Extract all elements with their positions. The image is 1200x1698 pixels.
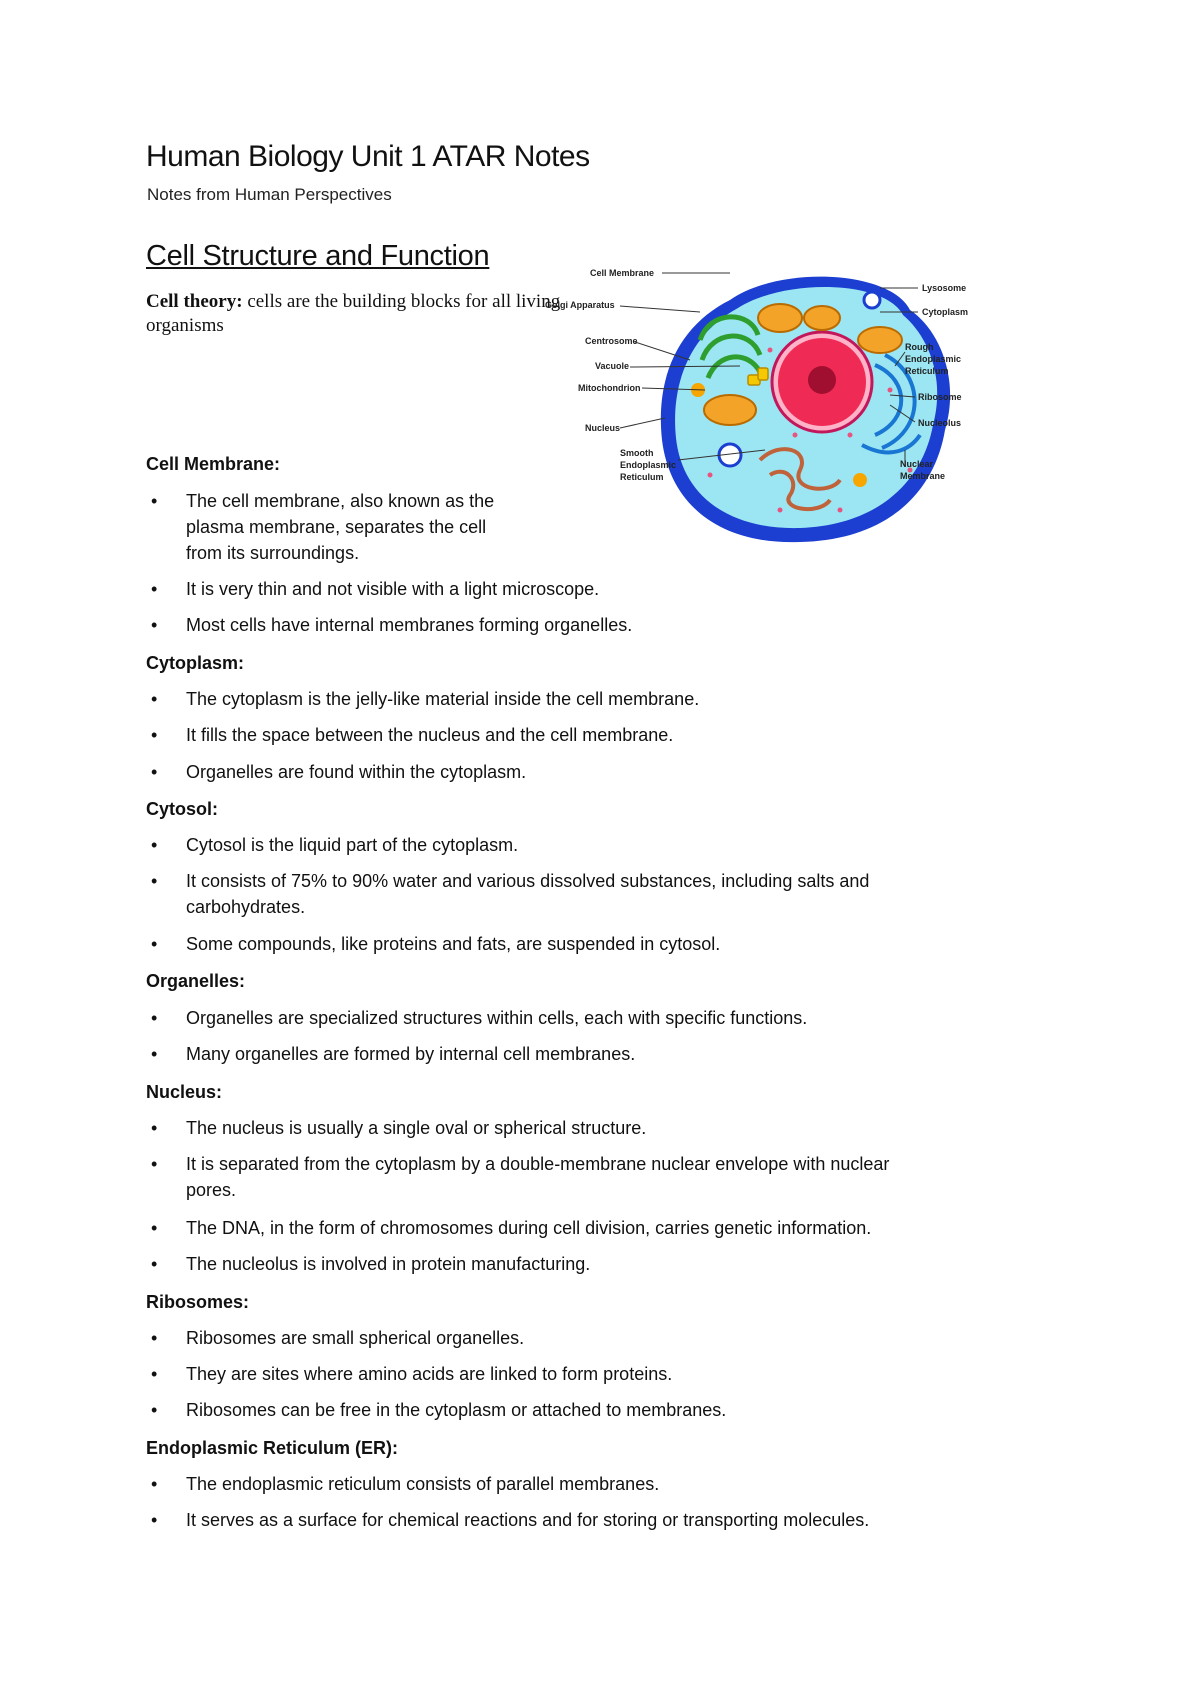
label-mitochondrion: Mitochondrion [578, 383, 641, 393]
section-title-cytosol: Cytosol: [146, 799, 218, 819]
bullet-text: They are sites where amino acids are linked to form proteins. [186, 1364, 673, 1384]
bullet-item [151, 612, 633, 638]
bullet-text: The nucleus is usually a single oval or spherical structure. [186, 1118, 647, 1138]
cell-theory-text: cells are the building blocks for all living organisms [146, 291, 561, 336]
bullet-item [151, 1005, 808, 1031]
bullet-item [151, 1151, 890, 1203]
bullet-dot: • [151, 835, 158, 855]
bullet-text: Organelles are found within the cytoplasm. [186, 762, 527, 782]
bullet-item [151, 1397, 727, 1423]
bullet-text: It is very thin and not visible with a light microscope. [186, 579, 600, 599]
label-cell-membrane: Cell Membrane [590, 268, 655, 278]
label-smooth-er-2: Endoplasmic [620, 460, 677, 470]
bullet-item [151, 1115, 647, 1141]
bullet-dot: • [151, 579, 158, 599]
label-golgi: Golgi Apparatus [545, 300, 615, 310]
bullet-item [151, 759, 527, 785]
bullet-text: It is separated from the cytoplasm by a double-membrane nuclear envelope with nuclear pores. [186, 1154, 890, 1200]
bullet-item [151, 722, 674, 748]
bullet-text: Most cells have internal membranes forming organelles. [186, 615, 633, 635]
section-title-ribosomes: Ribosomes: [146, 1292, 250, 1312]
label-nuclear-membrane-2: Membrane [900, 471, 946, 481]
bullet-dot: • [151, 762, 158, 782]
section-heading: Cell Structure and Function [146, 240, 490, 272]
bullet-text: Some compounds, like proteins and fats, are suspended in cytosol. [186, 934, 721, 954]
bullet-item [151, 488, 495, 566]
bullet-dot: • [151, 1328, 158, 1348]
document-subtitle: Notes from Human Perspectives [147, 185, 392, 204]
bullet-text: The cytoplasm is the jelly-like material inside the cell membrane. [186, 689, 700, 709]
bullet-text: The DNA, in the form of chromosomes during cell division, carries genetic information. [186, 1218, 872, 1238]
bullet-dot: • [151, 1154, 158, 1174]
bullet-text: It serves as a surface for chemical reactions and for storing or transporting molecules. [186, 1510, 870, 1530]
bullet-dot: • [151, 491, 158, 511]
bullet-text: Ribosomes are small spherical organelles. [186, 1328, 525, 1348]
bullet-dot: • [151, 1364, 158, 1384]
bullet-dot: • [151, 1400, 158, 1420]
bullet-text: It consists of 75% to 90% water and various dissolved substances, including salts and carbohydrates. [186, 871, 870, 917]
label-nucleus: Nucleus [585, 423, 621, 433]
label-rough-er-1: Rough [905, 342, 934, 352]
nucleolus-shape [808, 366, 836, 394]
bullet-dot: • [151, 871, 158, 891]
bullet-item [151, 832, 519, 858]
bullet-item [151, 686, 700, 712]
bullet-item [151, 1507, 870, 1533]
section-title-er: Endoplasmic Reticulum (ER): [146, 1438, 399, 1458]
section-title-nucleus: Nucleus: [146, 1082, 223, 1102]
bullet-item [151, 868, 870, 920]
bullet-item [151, 1361, 673, 1387]
label-nucleolus: Nucleolus [918, 418, 962, 428]
cell-theory [146, 290, 586, 338]
bullet-dot: • [151, 689, 158, 709]
bullet-item [151, 1041, 636, 1067]
bullet-dot: • [151, 934, 158, 954]
label-nuclear-membrane-1: Nuclear [900, 459, 934, 469]
bullet-text: The endoplasmic reticulum consists of parallel membranes. [186, 1474, 660, 1494]
label-rough-er-3: Reticulum [905, 366, 949, 376]
bullet-item [151, 1251, 591, 1277]
bullet-dot: • [151, 1008, 158, 1028]
bullet-item [151, 576, 600, 602]
bullet-text: Many organelles are formed by internal cell membranes. [186, 1044, 636, 1064]
label-centrosome: Centrosome [585, 336, 638, 346]
bullet-item [151, 1471, 660, 1497]
bullet-dot: • [151, 1254, 158, 1274]
bullet-dot: • [151, 615, 158, 635]
bullet-text: It fills the space between the nucleus and the cell membrane. [186, 725, 674, 745]
bullet-text: The nucleolus is involved in protein manufacturing. [186, 1254, 591, 1274]
section-title-organelles: Organelles: [146, 971, 246, 991]
bullet-text: Cytosol is the liquid part of the cytoplasm. [186, 835, 519, 855]
section-title-cell-membrane: Cell Membrane: [146, 454, 281, 474]
animal-cell-diagram [545, 268, 1060, 550]
label-ribosome: Ribosome [918, 392, 962, 402]
bullet-item [151, 1325, 525, 1351]
bullet-dot: • [151, 1044, 158, 1064]
section-title-cytoplasm: Cytoplasm: [146, 653, 245, 673]
label-lysosome: Lysosome [922, 283, 967, 293]
bullet-dot: • [151, 725, 158, 745]
label-cytoplasm: Cytoplasm [922, 307, 969, 317]
bullet-item [151, 931, 721, 957]
bullet-item [151, 1215, 872, 1241]
bullet-text: Organelles are specialized structures within cells, each with specific functions. [186, 1008, 808, 1028]
bullet-text: Ribosomes can be free in the cytoplasm or attached to membranes. [186, 1400, 727, 1420]
lysosome-shape [864, 292, 880, 308]
document-title: Human Biology Unit 1 ATAR Notes [146, 140, 590, 173]
label-smooth-er-1: Smooth [620, 448, 654, 458]
bullet-text: The cell membrane, also known as the plasma membrane, separates the cell from its surroundings. [186, 491, 495, 563]
label-smooth-er-3: Reticulum [620, 472, 664, 482]
label-rough-er-2: Endoplasmic [905, 354, 962, 364]
bullet-dot: • [151, 1474, 158, 1494]
bullet-dot: • [151, 1510, 158, 1530]
label-vacuole: Vacuole [595, 361, 630, 371]
bullet-dot: • [151, 1118, 158, 1138]
cell-theory-label: Cell theory: [146, 291, 243, 312]
bullet-dot: • [151, 1218, 158, 1238]
